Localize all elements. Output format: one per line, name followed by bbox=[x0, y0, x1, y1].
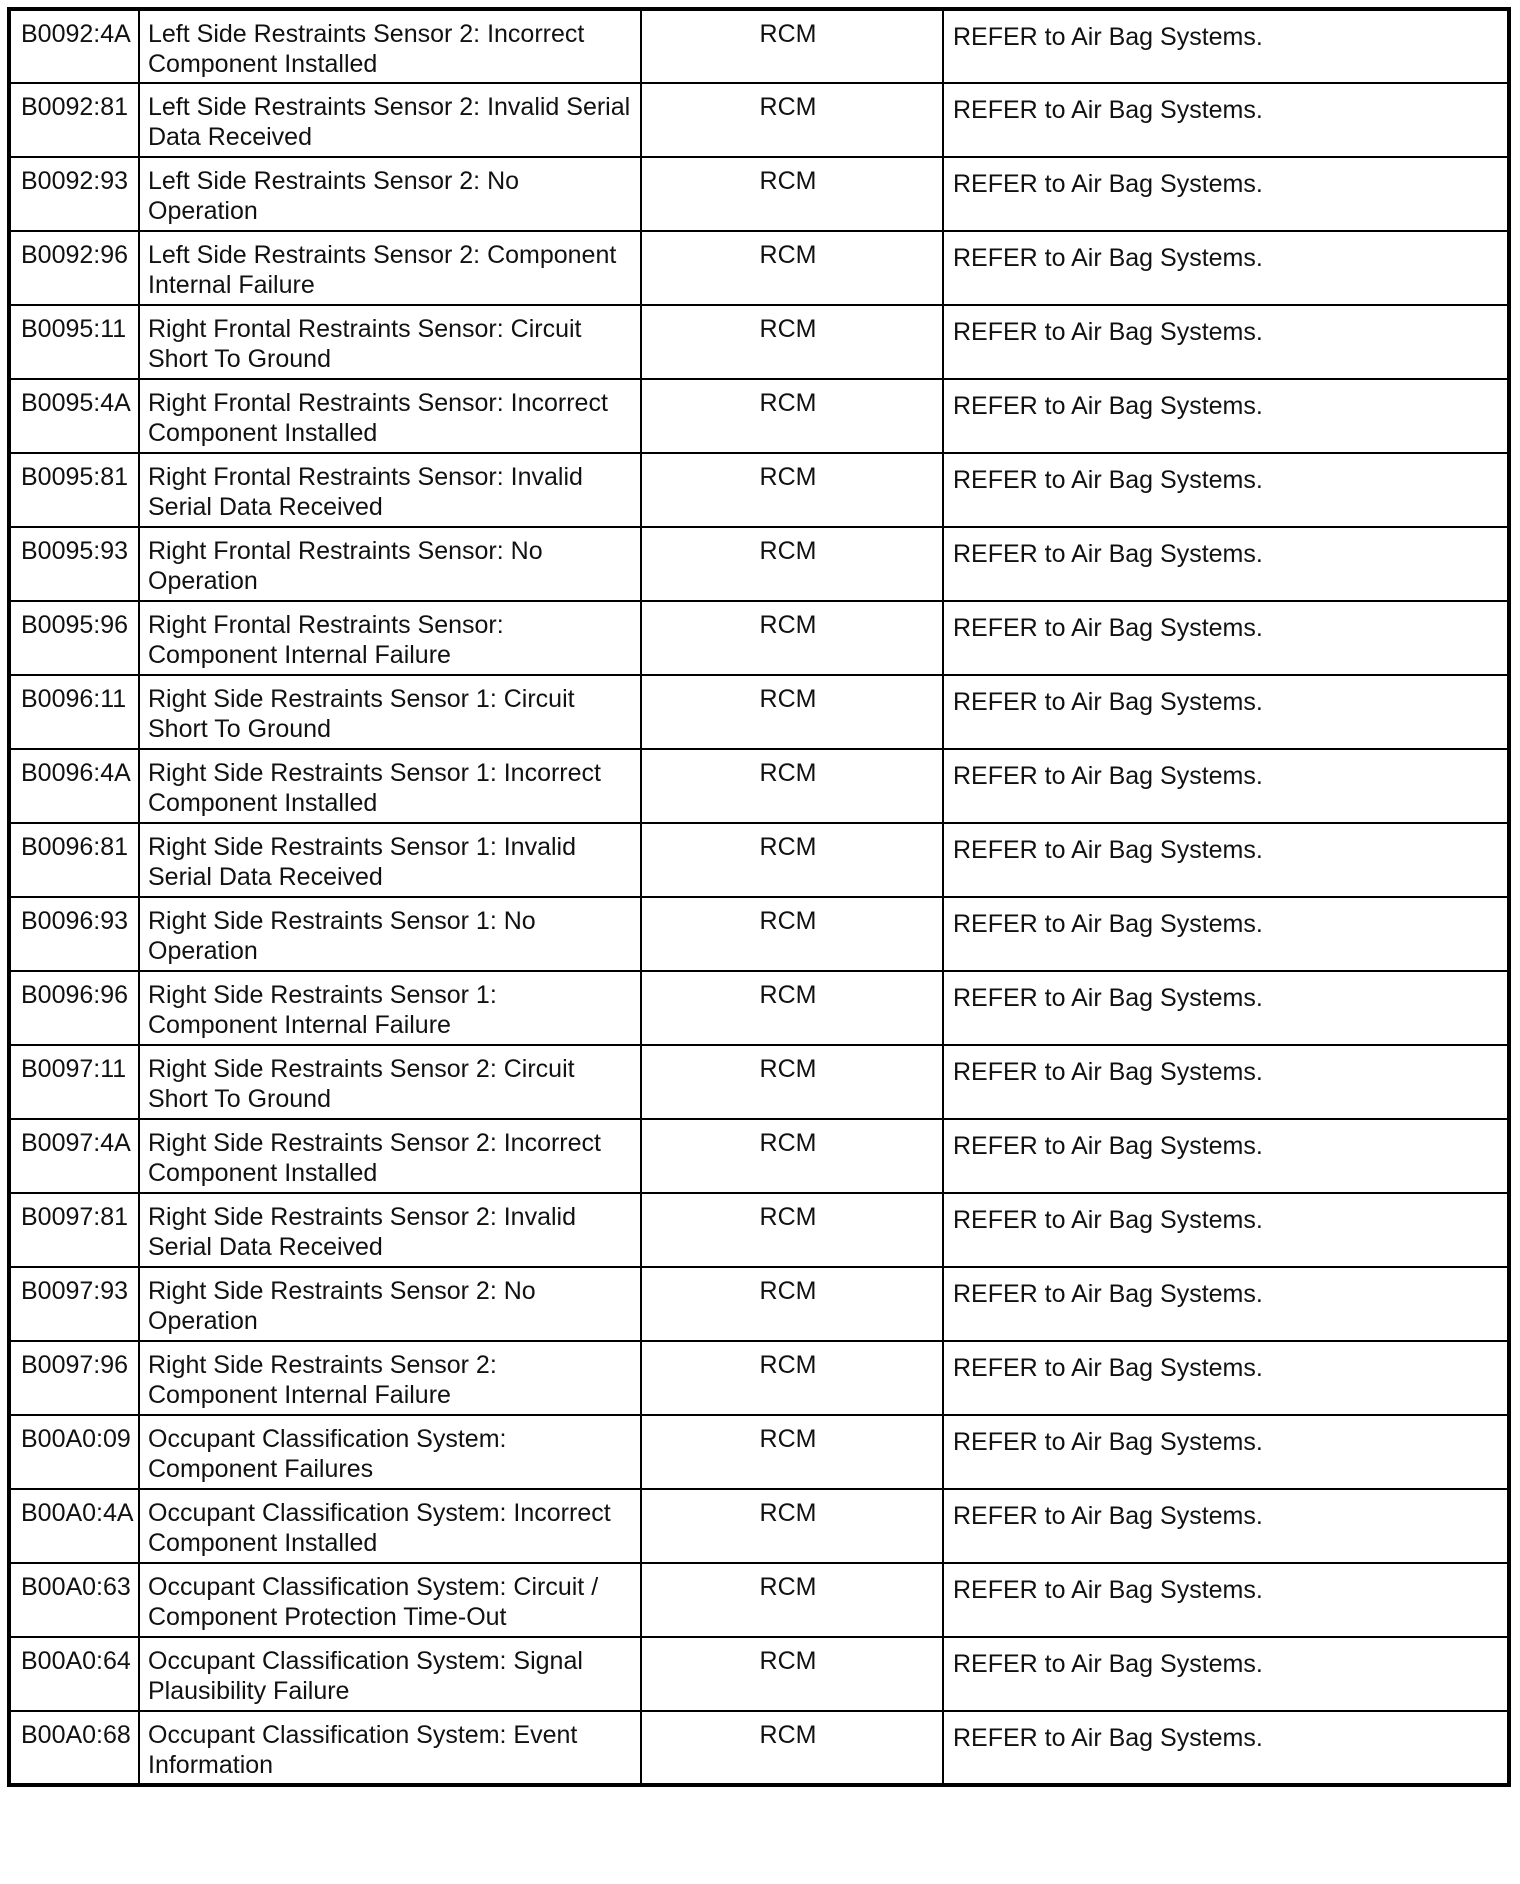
dtc-description-cell: Right Side Restraints Sensor 2: Circuit Short To Ground bbox=[139, 1045, 641, 1119]
dtc-action-cell: REFER to Air Bag Systems. bbox=[943, 379, 1509, 453]
dtc-description-cell: Right Side Restraints Sensor 2: No Operation bbox=[139, 1267, 641, 1341]
table-row bbox=[9, 1415, 1509, 1489]
dtc-code-cell: B0095:81 bbox=[9, 453, 139, 527]
dtc-description-cell: Right Side Restraints Sensor 1: Component Internal Failure bbox=[139, 971, 641, 1045]
dtc-action-cell: REFER to Air Bag Systems. bbox=[943, 1341, 1509, 1415]
dtc-module-cell: RCM bbox=[641, 1711, 943, 1785]
dtc-description-cell: Right Side Restraints Sensor 2: Component Internal Failure bbox=[139, 1341, 641, 1415]
table-row bbox=[9, 9, 1509, 83]
dtc-module-cell: RCM bbox=[641, 379, 943, 453]
dtc-code-cell: B0092:93 bbox=[9, 157, 139, 231]
dtc-action-cell: REFER to Air Bag Systems. bbox=[943, 83, 1509, 157]
dtc-description-cell: Right Frontal Restraints Sensor: Invalid Serial Data Received bbox=[139, 453, 641, 527]
table-row bbox=[9, 1045, 1509, 1119]
dtc-module-cell: RCM bbox=[641, 1193, 943, 1267]
table-row bbox=[9, 1563, 1509, 1637]
dtc-module-cell: RCM bbox=[641, 1341, 943, 1415]
dtc-code-cell: B0092:4A bbox=[9, 9, 139, 83]
dtc-module-cell: RCM bbox=[641, 1119, 943, 1193]
dtc-description-cell: Left Side Restraints Sensor 2: Incorrect Component Installed bbox=[139, 9, 641, 83]
dtc-code-cell: B0097:11 bbox=[9, 1045, 139, 1119]
dtc-code-cell: B0097:81 bbox=[9, 1193, 139, 1267]
dtc-module-cell: RCM bbox=[641, 1637, 943, 1711]
dtc-description-cell: Right Frontal Restraints Sensor: Circuit Short To Ground bbox=[139, 305, 641, 379]
dtc-code-cell: B0097:4A bbox=[9, 1119, 139, 1193]
dtc-description-cell: Right Side Restraints Sensor 2: Invalid Serial Data Received bbox=[139, 1193, 641, 1267]
table-row bbox=[9, 527, 1509, 601]
dtc-module-cell: RCM bbox=[641, 1415, 943, 1489]
dtc-action-cell: REFER to Air Bag Systems. bbox=[943, 749, 1509, 823]
dtc-table-body bbox=[9, 9, 1509, 1785]
dtc-description-cell: Left Side Restraints Sensor 2: Invalid Serial Data Received bbox=[139, 83, 641, 157]
dtc-code-cell: B0096:4A bbox=[9, 749, 139, 823]
dtc-description-cell: Right Frontal Restraints Sensor: Component Internal Failure bbox=[139, 601, 641, 675]
dtc-module-cell: RCM bbox=[641, 9, 943, 83]
dtc-action-cell: REFER to Air Bag Systems. bbox=[943, 231, 1509, 305]
dtc-code-cell: B0097:96 bbox=[9, 1341, 139, 1415]
dtc-code-cell: B0096:81 bbox=[9, 823, 139, 897]
dtc-description-cell: Left Side Restraints Sensor 2: Component Internal Failure bbox=[139, 231, 641, 305]
dtc-description-cell: Right Frontal Restraints Sensor: Incorrect Component Installed bbox=[139, 379, 641, 453]
table-row bbox=[9, 1119, 1509, 1193]
table-row bbox=[9, 971, 1509, 1045]
dtc-module-cell: RCM bbox=[641, 601, 943, 675]
table-row bbox=[9, 1489, 1509, 1563]
dtc-action-cell: REFER to Air Bag Systems. bbox=[943, 1489, 1509, 1563]
table-row bbox=[9, 897, 1509, 971]
dtc-code-cell: B0095:4A bbox=[9, 379, 139, 453]
dtc-description-cell: Occupant Classification System: Component Failures bbox=[139, 1415, 641, 1489]
dtc-description-cell: Right Side Restraints Sensor 1: Circuit Short To Ground bbox=[139, 675, 641, 749]
table-row bbox=[9, 379, 1509, 453]
table-row bbox=[9, 1193, 1509, 1267]
dtc-module-cell: RCM bbox=[641, 1045, 943, 1119]
dtc-code-cell: B0095:96 bbox=[9, 601, 139, 675]
dtc-description-cell: Right Side Restraints Sensor 1: Incorrect Component Installed bbox=[139, 749, 641, 823]
dtc-description-cell: Occupant Classification System: Circuit / Component Protection Time-Out bbox=[139, 1563, 641, 1637]
table-row bbox=[9, 601, 1509, 675]
dtc-code-cell: B0095:93 bbox=[9, 527, 139, 601]
table-row bbox=[9, 1711, 1509, 1785]
dtc-code-cell: B0097:93 bbox=[9, 1267, 139, 1341]
table-row bbox=[9, 157, 1509, 231]
table-row bbox=[9, 1341, 1509, 1415]
dtc-description-cell: Right Frontal Restraints Sensor: No Operation bbox=[139, 527, 641, 601]
table-row bbox=[9, 231, 1509, 305]
dtc-action-cell: REFER to Air Bag Systems. bbox=[943, 527, 1509, 601]
dtc-module-cell: RCM bbox=[641, 1489, 943, 1563]
dtc-module-cell: RCM bbox=[641, 1563, 943, 1637]
table-row bbox=[9, 823, 1509, 897]
dtc-code-cell: B0092:81 bbox=[9, 83, 139, 157]
dtc-description-cell: Occupant Classification System: Incorrect Component Installed bbox=[139, 1489, 641, 1563]
dtc-code-cell: B0096:93 bbox=[9, 897, 139, 971]
dtc-code-cell: B00A0:68 bbox=[9, 1711, 139, 1785]
dtc-action-cell: REFER to Air Bag Systems. bbox=[943, 897, 1509, 971]
dtc-module-cell: RCM bbox=[641, 749, 943, 823]
dtc-module-cell: RCM bbox=[641, 157, 943, 231]
dtc-action-cell: REFER to Air Bag Systems. bbox=[943, 9, 1509, 83]
dtc-action-cell: REFER to Air Bag Systems. bbox=[943, 305, 1509, 379]
dtc-module-cell: RCM bbox=[641, 231, 943, 305]
dtc-action-cell: REFER to Air Bag Systems. bbox=[943, 675, 1509, 749]
dtc-action-cell: REFER to Air Bag Systems. bbox=[943, 1119, 1509, 1193]
dtc-action-cell: REFER to Air Bag Systems. bbox=[943, 1711, 1509, 1785]
dtc-action-cell: REFER to Air Bag Systems. bbox=[943, 601, 1509, 675]
dtc-action-cell: REFER to Air Bag Systems. bbox=[943, 1563, 1509, 1637]
dtc-module-cell: RCM bbox=[641, 675, 943, 749]
dtc-action-cell: REFER to Air Bag Systems. bbox=[943, 1267, 1509, 1341]
dtc-module-cell: RCM bbox=[641, 971, 943, 1045]
dtc-code-cell: B00A0:09 bbox=[9, 1415, 139, 1489]
dtc-code-cell: B0096:11 bbox=[9, 675, 139, 749]
dtc-action-cell: REFER to Air Bag Systems. bbox=[943, 823, 1509, 897]
dtc-code-cell: B00A0:4A bbox=[9, 1489, 139, 1563]
dtc-action-cell: REFER to Air Bag Systems. bbox=[943, 1045, 1509, 1119]
dtc-code-cell: B00A0:64 bbox=[9, 1637, 139, 1711]
dtc-module-cell: RCM bbox=[641, 83, 943, 157]
table-row bbox=[9, 675, 1509, 749]
dtc-description-cell: Occupant Classification System: Event Information bbox=[139, 1711, 641, 1785]
dtc-description-cell: Right Side Restraints Sensor 1: Invalid Serial Data Received bbox=[139, 823, 641, 897]
dtc-module-cell: RCM bbox=[641, 527, 943, 601]
dtc-code-cell: B00A0:63 bbox=[9, 1563, 139, 1637]
dtc-action-cell: REFER to Air Bag Systems. bbox=[943, 1193, 1509, 1267]
table-row bbox=[9, 1267, 1509, 1341]
table-row bbox=[9, 453, 1509, 527]
dtc-table bbox=[7, 7, 1511, 1787]
dtc-module-cell: RCM bbox=[641, 1267, 943, 1341]
dtc-description-cell: Right Side Restraints Sensor 2: Incorrect Component Installed bbox=[139, 1119, 641, 1193]
table-row bbox=[9, 1637, 1509, 1711]
table-row bbox=[9, 305, 1509, 379]
table-row bbox=[9, 83, 1509, 157]
dtc-action-cell: REFER to Air Bag Systems. bbox=[943, 453, 1509, 527]
dtc-code-cell: B0092:96 bbox=[9, 231, 139, 305]
dtc-description-cell: Right Side Restraints Sensor 1: No Operation bbox=[139, 897, 641, 971]
dtc-code-cell: B0095:11 bbox=[9, 305, 139, 379]
dtc-action-cell: REFER to Air Bag Systems. bbox=[943, 1637, 1509, 1711]
dtc-module-cell: RCM bbox=[641, 453, 943, 527]
dtc-module-cell: RCM bbox=[641, 305, 943, 379]
dtc-module-cell: RCM bbox=[641, 823, 943, 897]
dtc-code-cell: B0096:96 bbox=[9, 971, 139, 1045]
dtc-module-cell: RCM bbox=[641, 897, 943, 971]
table-row bbox=[9, 749, 1509, 823]
dtc-description-cell: Occupant Classification System: Signal Plausibility Failure bbox=[139, 1637, 641, 1711]
dtc-action-cell: REFER to Air Bag Systems. bbox=[943, 157, 1509, 231]
dtc-action-cell: REFER to Air Bag Systems. bbox=[943, 971, 1509, 1045]
dtc-description-cell: Left Side Restraints Sensor 2: No Operation bbox=[139, 157, 641, 231]
dtc-action-cell: REFER to Air Bag Systems. bbox=[943, 1415, 1509, 1489]
